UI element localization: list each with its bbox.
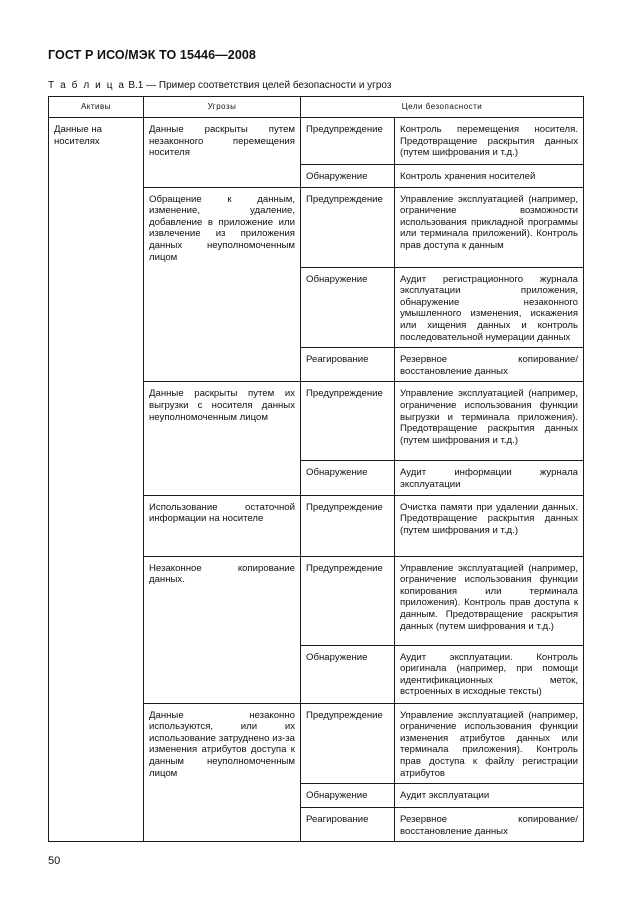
threat-cell: Использование остаточной информации на носителе [144, 495, 301, 556]
column-header-assets: Активы [49, 97, 144, 118]
asset-cell-continued [49, 382, 144, 461]
threats-objectives-table [48, 96, 584, 842]
objective-category-cell: Реагирование [301, 808, 395, 842]
table-row [49, 267, 584, 348]
threat-cell-continued [144, 165, 301, 188]
caption-label: Т а б л и ц а [48, 80, 126, 91]
column-header-threats: Угрозы [144, 97, 301, 118]
table-row [49, 784, 584, 808]
asset-cell-continued [49, 187, 144, 267]
objective-category-cell: Предупреждение [301, 495, 395, 556]
table-row [49, 645, 584, 703]
objective-description-cell: Резервное копирование/восстановление данных [395, 808, 584, 842]
objective-category-cell: Обнаружение [301, 645, 395, 703]
asset-cell-continued [49, 703, 144, 784]
table-header-row [49, 97, 584, 118]
threat-cell-continued [144, 348, 301, 382]
table-caption [48, 80, 391, 91]
table-row [49, 187, 584, 267]
objective-description-cell: Управление эксплуатацией (например, ограничение использования функции копирования или терминала приложения). Контроль прав доступа к данным. Предотвращение раскрытия данных (путем шифрования и т.д.) [395, 556, 584, 645]
threat-cell-continued [144, 461, 301, 495]
asset-cell-continued [49, 808, 144, 842]
table-row [49, 808, 584, 842]
threat-cell: Данные незаконно используются, или их использование затруднено из-за изменения атрибутов доступа к данным неуполномоченным лицом [144, 703, 301, 784]
threat-cell: Обращение к данным, изменение, удаление, добавление в приложение или извлечение из приложения данных неуполномоченным лицом [144, 187, 301, 267]
threat-cell-continued [144, 784, 301, 808]
table-row [49, 495, 584, 556]
objective-category-cell: Предупреждение [301, 556, 395, 645]
objective-category-cell: Предупреждение [301, 382, 395, 461]
objective-category-cell: Обнаружение [301, 784, 395, 808]
threat-cell-continued [144, 645, 301, 703]
objective-category-cell: Обнаружение [301, 461, 395, 495]
table-row [49, 165, 584, 188]
objective-description-cell: Аудит эксплуатации [395, 784, 584, 808]
objective-category-cell: Реагирование [301, 348, 395, 382]
table-row [49, 556, 584, 645]
objective-description-cell: Контроль хранения носителей [395, 165, 584, 188]
table-row [49, 382, 584, 461]
asset-cell: Данные на носителях [49, 118, 144, 165]
asset-cell-continued [49, 556, 144, 645]
table-body [49, 118, 584, 842]
threat-cell-continued [144, 267, 301, 348]
objective-description-cell: Управление эксплуатацией (например, ограничение использования функции изменения атрибутов данных или терминала приложения). Контроль прав доступа к файлу регистрации атрибутов [395, 703, 584, 784]
column-header-objectives: Цели безопасности [301, 97, 584, 118]
objective-description-cell: Аудит регистрационного журнала эксплуатации приложения, обнаружение незаконного умышленного изменения, искажения или хищения данных и контроль последовательной нумерации данных [395, 267, 584, 348]
table-row [49, 461, 584, 495]
objective-category-cell: Предупреждение [301, 118, 395, 165]
asset-cell-continued [49, 461, 144, 495]
threat-cell: Данные раскрыты путем их выгрузки с носителя данных неуполномоченным лицом [144, 382, 301, 461]
document-header: ГОСТ Р ИСО/МЭК ТО 15446—2008 [48, 48, 256, 62]
asset-cell-continued [49, 267, 144, 348]
page-number: 50 [48, 855, 61, 867]
objective-description-cell: Аудит эксплуатации. Контроль оригинала (например, при помощи идентификационных меток, встроенных в исходные тексты) [395, 645, 584, 703]
objective-description-cell: Контроль перемещения носителя. Предотвращение раскрытия данных (путем шифрования и т.д.) [395, 118, 584, 165]
asset-cell-continued [49, 784, 144, 808]
caption-number: В.1 [128, 80, 144, 91]
table-row [49, 348, 584, 382]
objective-category-cell: Обнаружение [301, 267, 395, 348]
table-row [49, 118, 584, 165]
objective-description-cell: Аудит информации журнала эксплуатации [395, 461, 584, 495]
caption-text: — Пример соответствия целей безопасности и угроз [146, 80, 392, 91]
asset-cell-continued [49, 645, 144, 703]
asset-cell-continued [49, 348, 144, 382]
objective-description-cell: Управление эксплуатацией (например, ограничение возможности использования прикладной программы или терминала приложений). Контроль прав доступа к данным [395, 187, 584, 267]
asset-cell-continued [49, 495, 144, 556]
objective-category-cell: Предупреждение [301, 703, 395, 784]
objective-description-cell: Резервное копирование/ восстановление данных [395, 348, 584, 382]
objective-description-cell: Очистка памяти при удалении данных. Предотвращение раскрытия данных (путем шифрования и т.д.) [395, 495, 584, 556]
threat-cell: Незаконное копирование данных. [144, 556, 301, 645]
objective-category-cell: Обнаружение [301, 165, 395, 188]
threat-cell: Данные раскрыты путем незаконного перемещения носителя [144, 118, 301, 165]
objective-description-cell: Управление эксплуатацией (например, ограничение использования функции выгрузки и терминала приложения). Предотвращение раскрытия данных (путем шифрования и т.д.) [395, 382, 584, 461]
asset-cell-continued [49, 165, 144, 188]
table-row [49, 703, 584, 784]
threat-cell-continued [144, 808, 301, 842]
objective-category-cell: Предупреждение [301, 187, 395, 267]
